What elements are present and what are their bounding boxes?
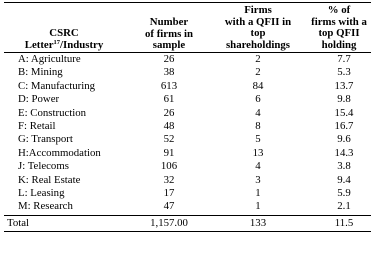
cell-qfii: 1 — [255, 187, 261, 199]
cell-firms: 52 — [163, 133, 175, 146]
table-row — [4, 174, 371, 187]
header-industry — [6, 28, 122, 51]
table-row — [4, 187, 371, 200]
cell-qfii: 6 — [255, 93, 261, 106]
cell-pct: 7.7 — [337, 53, 351, 65]
cell-pct: 13.7 — [334, 79, 354, 92]
cell-industry: M: Research — [18, 200, 73, 213]
cell-pct: 15.4 — [334, 106, 354, 119]
cell-pct: 3.8 — [337, 160, 351, 173]
cell-firms: 26 — [163, 53, 175, 65]
cell-qfii: 84 — [252, 79, 264, 92]
cell-firms: 61 — [163, 93, 175, 106]
footnote-marker: 17 — [53, 38, 61, 46]
cell-qfii: 2 — [255, 53, 261, 65]
cell-total-qfii: 133 — [249, 217, 267, 229]
cell-qfii: 4 — [255, 160, 261, 173]
cell-firms: 47 — [163, 200, 175, 213]
header-pct-line: top QFII — [318, 27, 360, 40]
table-row — [4, 80, 371, 93]
cell-pct: 14.3 — [334, 146, 354, 159]
table-row — [4, 66, 371, 79]
table-row — [4, 93, 371, 106]
cell-industry: J: Telecoms — [18, 160, 69, 173]
table-row — [4, 147, 371, 160]
header-qfii-line: shareholdings — [225, 38, 290, 51]
cell-industry: E: Construction — [18, 106, 87, 119]
header-firms — [130, 17, 208, 52]
cell-industry: A: Agriculture — [18, 53, 81, 65]
header-pct-line: holding — [321, 38, 357, 51]
cell-industry: K: Real Estate — [18, 173, 81, 186]
cell-industry: B: Mining — [18, 66, 63, 79]
cell-pct: 9.4 — [337, 173, 351, 186]
top-rule — [4, 2, 371, 3]
header-industry-line2 — [6, 40, 122, 52]
cell-pct: 9.6 — [337, 133, 351, 146]
cell-firms: 26 — [163, 106, 175, 119]
table-row — [4, 53, 371, 66]
cell-industry: L: Leasing — [18, 187, 65, 199]
table-row — [4, 160, 371, 173]
header-qfii-line: Firms — [244, 4, 272, 16]
header-industry-letter: Letter — [24, 38, 54, 51]
cell-firms: 613 — [160, 79, 178, 92]
cell-industry: H:Accommodation — [18, 146, 101, 159]
cell-industry: D: Power — [18, 93, 60, 106]
cell-industry: F: Retail — [18, 120, 56, 132]
cell-qfii: 8 — [255, 120, 261, 132]
cell-pct: 5.3 — [337, 66, 351, 79]
header-qfii — [210, 5, 306, 51]
cell-qfii: 3 — [255, 173, 261, 186]
header-firms-line: Number — [149, 16, 189, 28]
cell-qfii: 1 — [255, 200, 261, 213]
cell-firms: 91 — [163, 146, 175, 159]
cell-pct: 2.1 — [337, 200, 351, 213]
cell-industry: C: Manufacturing — [18, 79, 96, 92]
total-row — [4, 217, 371, 230]
table-row — [4, 200, 371, 213]
cell-total-firms: 1,157.00 — [150, 217, 188, 229]
total-rule — [4, 215, 371, 216]
cell-industry: G: Transport — [18, 133, 73, 146]
table-row — [4, 120, 371, 133]
header-industry-label: /Industry — [60, 38, 104, 51]
header-pct — [307, 5, 371, 51]
header-pct-line: % of — [327, 4, 351, 16]
cell-firms: 32 — [163, 173, 175, 186]
cell-pct: 16.7 — [334, 120, 354, 132]
table-row — [4, 133, 371, 146]
cell-total-pct: 11.5 — [334, 217, 354, 229]
cell-total-label: Total — [7, 217, 30, 229]
table-row — [4, 107, 371, 120]
cell-qfii: 5 — [255, 133, 261, 146]
cell-pct: 5.9 — [337, 187, 351, 199]
header-pct-line: firms with a — [311, 15, 367, 28]
cell-pct: 9.8 — [337, 93, 351, 106]
cell-firms: 38 — [163, 66, 175, 79]
cell-qfii: 13 — [252, 146, 264, 159]
header-firms-line: sample — [152, 39, 186, 52]
cell-qfii: 4 — [255, 106, 261, 119]
header-firms-line: of firms in — [145, 27, 193, 40]
cell-firms: 48 — [163, 120, 175, 132]
cell-firms: 106 — [160, 160, 178, 173]
header-qfii-line: with a QFII in — [224, 15, 292, 28]
header-qfii-line: top — [250, 27, 266, 40]
cell-qfii: 2 — [255, 66, 261, 79]
cell-firms: 17 — [163, 187, 175, 199]
bottom-rule — [4, 231, 371, 232]
header-industry-line1: CSRC — [49, 27, 79, 39]
